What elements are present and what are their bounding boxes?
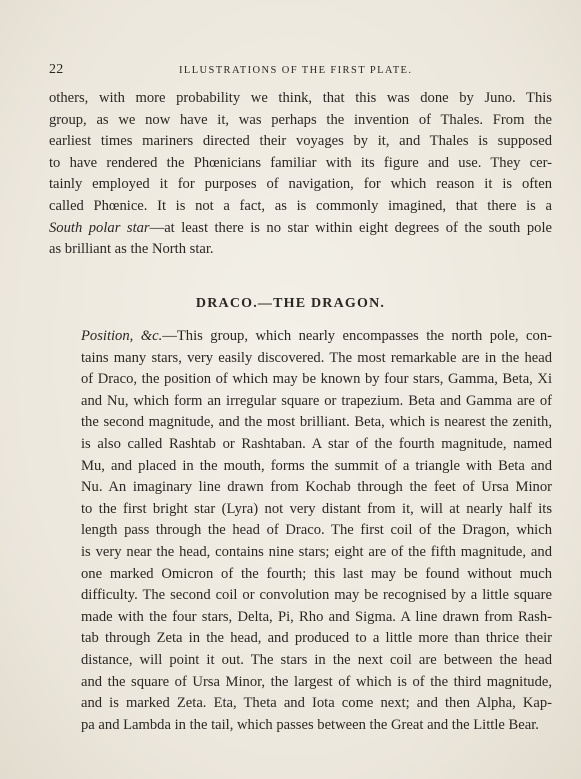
text-line: to the first bright star (Lyra) not very distant from it, will at nearly half its xyxy=(81,500,552,517)
text-line: others, with more probability we think, that this was done by Juno. This xyxy=(49,90,552,106)
text-line: length pass through the head of Draco. The first coil of the Dragon, which xyxy=(81,522,552,539)
text-line: called Phœnice. It is not a fact, as is commonly imagined, that there is a xyxy=(49,197,552,214)
text-line: group, as we now have it, was perhaps the invention of Thales. From the xyxy=(49,111,552,128)
intro-paragraph xyxy=(49,88,552,261)
text-line: earliest times mariners directed their voyages by it, and Thales is supposed xyxy=(49,133,552,150)
running-title: ILLUSTRATIONS OF THE FIRST PLATE. xyxy=(179,65,413,76)
text-line: made with the four stars, Delta, Pi, Rho and Sigma. A line drawn from Rash- xyxy=(81,608,552,625)
text-line: as brilliant as the North star. xyxy=(49,241,214,258)
text-line: and the square of Ursa Minor, the largest of which is of the third magnitude, xyxy=(81,673,552,690)
text-line: the second magnitude, and the most brilliant. Beta, which is nearest the zenith, xyxy=(81,414,552,431)
section-heading: DRACO.—THE DRAGON. xyxy=(195,296,386,311)
text-line: tab through Zeta in the head, and produced to a little more than thrice their xyxy=(81,630,552,647)
text-fragment: —at least there is no star within eight degrees of the south pole xyxy=(149,219,552,236)
text-line xyxy=(49,326,552,348)
italic-lead: Position, &c. xyxy=(81,328,163,344)
draco-paragraph xyxy=(49,326,552,736)
page-number: 22 xyxy=(49,62,64,77)
text-line: one marked Omicron of the fourth; this last may be found without much xyxy=(81,565,552,582)
text-line: tainly employed it for purposes of navigation, for which reason it is often xyxy=(49,176,552,193)
text-line: of Draco, the position of which may be known by four stars, Gamma, Beta, Xi xyxy=(81,371,552,388)
text-line: to have rendered the Phœnicians familiar with its figure and use. They cer- xyxy=(49,154,552,171)
text-line: and Nu, which form an irregular square or trapezium. Beta and Gamma are of xyxy=(81,392,552,409)
text-fragment: —This group, which nearly encompasses the north pole, con- xyxy=(162,328,552,344)
text-line: is very near the head, contains nine stars; eight are of the fifth magnitude, and xyxy=(81,543,552,560)
text-line: is also called Rashtab or Rashtaban. A star of the fourth magnitude, named xyxy=(81,435,552,452)
italic-phrase: South polar star xyxy=(49,219,150,236)
text-line: Mu, and placed in the mouth, forms the summit of a triangle with Beta and xyxy=(81,457,552,474)
text-line: Nu. An imaginary line drawn from Kochab through the feet of Ursa Minor xyxy=(81,479,552,496)
running-head xyxy=(49,62,521,78)
text-line: difficulty. The second coil or convolution may be recognised by a little square xyxy=(81,587,552,604)
text-line: tains many stars, very easily discovered. The most remarkable are in the head xyxy=(81,349,552,366)
text-line xyxy=(49,218,552,240)
text-line: and is marked Zeta. Eta, Theta and Iota come next; and then Alpha, Kap- xyxy=(81,695,552,712)
text-line: pa and Lambda in the tail, which passes between the Great and the Little Bear. xyxy=(81,716,539,733)
text-line: distance, will point it out. The stars in the next coil are between the head xyxy=(81,651,552,668)
